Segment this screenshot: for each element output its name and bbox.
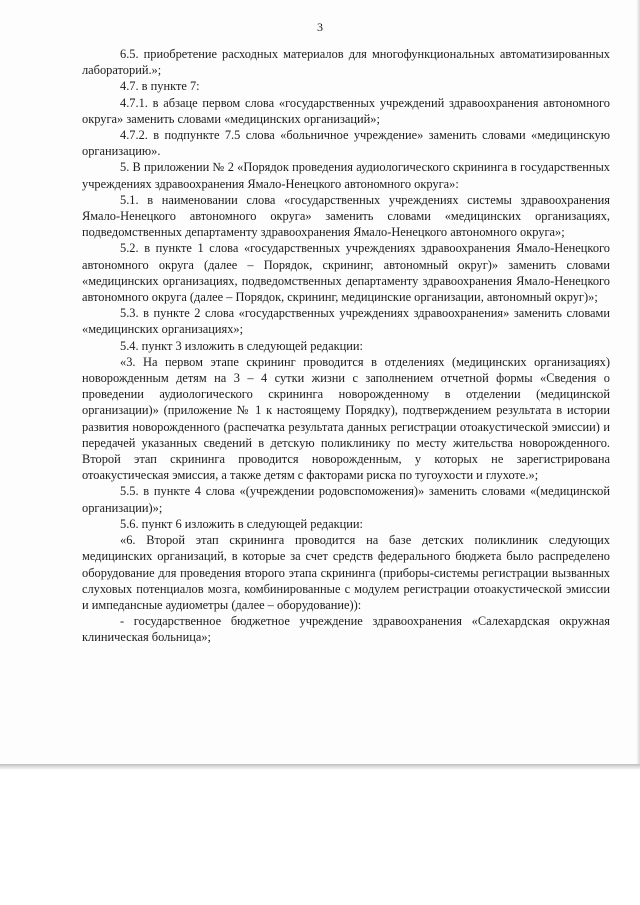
- document-body: [82, 46, 610, 646]
- paragraph-4-7-2: 4.7.2. в подпункте 7.5 слова «больничное учреждение» заменить словами «медицинскую организацию».: [82, 128, 610, 159]
- paragraph-5: 5. В приложении № 2 «Порядок проведения аудиологического скрининга в государственных учреждениях здравоохранения Ямало-Ненецкого автономного округа»:: [82, 160, 610, 191]
- quoted-item-3: «3. На первом этапе скрининг проводится в отделениях (медицинских организациях) новорожденным детям на 3 – 4 сутки жизни с заполнением отчетной формы «Сведения о проведении аудиологического скрининга новорожденному в отделении (медицинской организации)» (приложение № 1 к настоящему Порядку), подтверждением результата в истории развития новорожденного (распечатка результата данных регистрации отоакустической эмиссии) и передачей указанных сведений в детскую поликлинику по месту жительства новорожденного. Второй этап скрининга проводится новорожденным, у которых не зарегистрирована отоакустическая эмиссия, а также детям с факторами риска по тугоухости и глухоте.»;: [82, 354, 610, 483]
- paragraph-5-4: 5.4. пункт 3 изложить в следующей редакции:: [120, 338, 363, 353]
- quoted-item-6: «6. Второй этап скрининга проводится на базе детских поликлиник следующих медицинских организаций, в которые за счет средств федерального бюджета было распределено оборудование для проведения второго этапа скрининга (приборы-системы регистрации вызванных слуховых потенциалов мозга, комбинированные с модулем регистрации отоакустической эмиссии и импедансные аудиометры (далее – оборудование)):: [82, 533, 610, 612]
- scan-edge-bottom: [0, 764, 640, 770]
- paragraph-5-1: 5.1. в наименовании слова «государственных учреждениях системы здравоохранения Ямало-Ненецкого автономного округа» заменить словами «медицинских организациях, подведомственных департаменту здравоохранения Ямало-Ненецкого автономного округа»;: [82, 192, 610, 240]
- page-number: 3: [317, 20, 323, 34]
- paragraph-5-3: 5.3. в пункте 2 слова «государственных учреждениях здравоохранения» заменить словами «медицинских организациях»;: [82, 306, 610, 337]
- paragraph-5-5: 5.5. в пункте 4 слова «(учреждении родовспоможения)» заменить словами «(медицинской организации)»;: [82, 484, 610, 515]
- scan-edge-right: [636, 0, 640, 768]
- paragraph-4-7-1: 4.7.1. в абзаце первом слова «государственных учреждений здравоохранения автономного округа» заменить словами «медицинских организаций»;: [82, 95, 610, 126]
- paragraph-5-6: 5.6. пункт 6 изложить в следующей редакции:: [120, 516, 363, 531]
- list-item-hospital: - государственное бюджетное учреждение здравоохранения «Салехардская окружная клиническая больница»;: [82, 614, 610, 645]
- paragraph-4-7: 4.7. в пункте 7:: [120, 79, 200, 94]
- paragraph-6-5: 6.5. приобретение расходных материалов для многофункциональных автоматизированных лабораторий.»;: [82, 47, 610, 78]
- paragraph-5-2: 5.2. в пункте 1 слова «государственных учреждениях здравоохранения Ямало-Ненецкого автономного округа (далее – Порядок, скрининг, автономный округ)» заменить словами «медицинских организациях, подведомственных департаменту здравоохранения Ямало-Ненецкого автономного округа (далее – Порядок, скрининг, медицинские организации, автономный округ)»;: [82, 241, 610, 305]
